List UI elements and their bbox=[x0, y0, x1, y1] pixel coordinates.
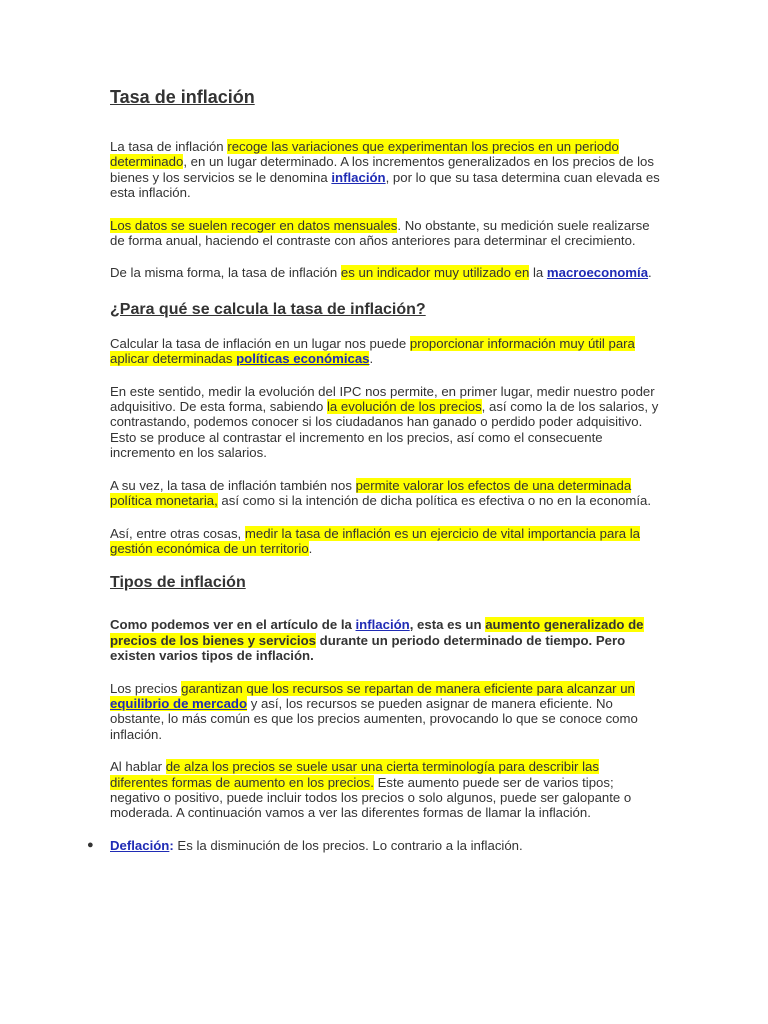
text-run: proporcionar información muy útil para aplicar determinadas bbox=[110, 335, 635, 367]
highlight: permite valorar los efectos de una determinada política monetaria, bbox=[110, 477, 632, 509]
highlight: Los datos se suelen recoger en datos mensuales bbox=[110, 217, 398, 233]
politicas-economicas-link[interactable]: políticas económicas bbox=[236, 351, 370, 367]
text-run: . bbox=[308, 540, 313, 556]
text-run: Al hablar bbox=[110, 759, 166, 775]
text-run: Los precios bbox=[110, 680, 182, 696]
highlight: es un indicador muy utilizado en bbox=[340, 265, 530, 281]
list-item bbox=[87, 837, 660, 853]
section1-paragraph-4 bbox=[110, 526, 660, 557]
text-run: , en un lugar determinado. A los incrementos generalizados en los precios de los bienes y los servicios se le denomina bbox=[110, 154, 654, 185]
document-page bbox=[87, 86, 660, 853]
page-title: Tasa de inflación bbox=[110, 87, 255, 107]
section-heading-tipos: Tipos de inflación bbox=[110, 574, 246, 592]
highlight: aumento generalizado de precios de los bienes y servicios bbox=[110, 617, 644, 648]
text-run: durante un periodo determinado de tiempo. Pero existen varios tipos de inflación. bbox=[110, 632, 626, 664]
highlight: de alza los precios se suele usar una cierta terminología para describir las diferentes formas de aumento en los precios. bbox=[110, 759, 599, 790]
section2-paragraph-2 bbox=[110, 681, 660, 743]
text-run: De la misma forma, la tasa de inflación bbox=[110, 265, 341, 281]
text-run: A su vez, la tasa de inflación también nos bbox=[110, 477, 356, 493]
highlight: la evolución de los precios bbox=[326, 399, 482, 415]
intro-paragraph-2 bbox=[110, 218, 660, 249]
text-run: así como si la intención de dicha política es efectiva o no en la economía. bbox=[217, 493, 652, 509]
inflacion-link-2[interactable]: inflación bbox=[355, 617, 410, 633]
text-run: , por lo que su tasa determina cuan elevada es esta inflación. bbox=[110, 169, 660, 201]
text-run: Este aumento puede ser de varios tipos; negativo o positivo, puede incluir todos los precios o solo algunos, puede ser galopante o moderada. A continuación vamos a ver las diferentes formas de llamar la inflación. bbox=[110, 774, 632, 821]
text-run: Es la disminución de los precios. Lo contrario a la inflación. bbox=[173, 837, 523, 853]
text-run: la bbox=[529, 265, 547, 281]
text-run: : bbox=[169, 837, 174, 853]
equilibrio-de-mercado-link[interactable]: equilibrio de mercado bbox=[110, 695, 248, 711]
text-run: , así como la de los salarios, y contrastando, podemos conocer si los ciudadanos han ganado o perdido poder adquisitivo. Esto se produce al contrastar el incremento en los precios, así como el consecuente incremento en los salarios. bbox=[110, 399, 659, 461]
text-run: . bbox=[648, 265, 652, 281]
bullet-icon: ● bbox=[87, 838, 94, 851]
highlight: medir la tasa de inflación es un ejercicio de vital importancia para la gestión económica de un territorio bbox=[110, 525, 640, 556]
deflacion-link[interactable]: Deflación bbox=[110, 837, 170, 853]
text-run: En este sentido, medir la evolución del IPC nos permite, en primer lugar, medir nuestro poder adquisitivo. De esta forma, sabiendo bbox=[110, 383, 655, 415]
tipos-list bbox=[87, 837, 660, 853]
text-run: . bbox=[369, 351, 374, 367]
text-run: garantizan que los recursos se repartan de manera eficiente para alcanzar un bbox=[181, 680, 635, 696]
text-run: , esta es un bbox=[409, 617, 486, 633]
section2-paragraph-1 bbox=[110, 617, 660, 663]
section1-paragraph-1 bbox=[110, 336, 660, 367]
macroeconomia-link[interactable]: macroeconomía bbox=[546, 265, 649, 281]
text-run: . No obstante, su medición suele realizarse de forma anual, haciendo el contraste con años anteriores para determinar el crecimiento. bbox=[110, 217, 650, 249]
section1-paragraph-2 bbox=[110, 384, 660, 461]
highlight: recoge las variaciones que experimentan los precios en un periodo determinado bbox=[110, 139, 619, 170]
section-heading-para-que: ¿Para qué se calcula la tasa de inflación? bbox=[110, 300, 426, 318]
section2-paragraph-3 bbox=[110, 759, 660, 821]
text-run: Así, entre otras cosas, bbox=[110, 525, 245, 541]
text-run: Como podemos ver en el artículo de la bbox=[110, 617, 356, 633]
section1-paragraph-3 bbox=[110, 478, 660, 509]
intro-paragraph-1 bbox=[110, 139, 660, 201]
text-run: y así, los recursos se pueden asignar de manera eficiente. No obstante, lo más común es que los precios aumenten, provocando lo que se conoce como inflación. bbox=[110, 695, 638, 742]
inflacion-link[interactable]: inflación bbox=[331, 169, 386, 185]
text-run: Calcular la tasa de inflación en un lugar nos puede bbox=[110, 335, 410, 351]
intro-paragraph-3 bbox=[110, 265, 660, 280]
text-run: La tasa de inflación bbox=[110, 139, 228, 154]
